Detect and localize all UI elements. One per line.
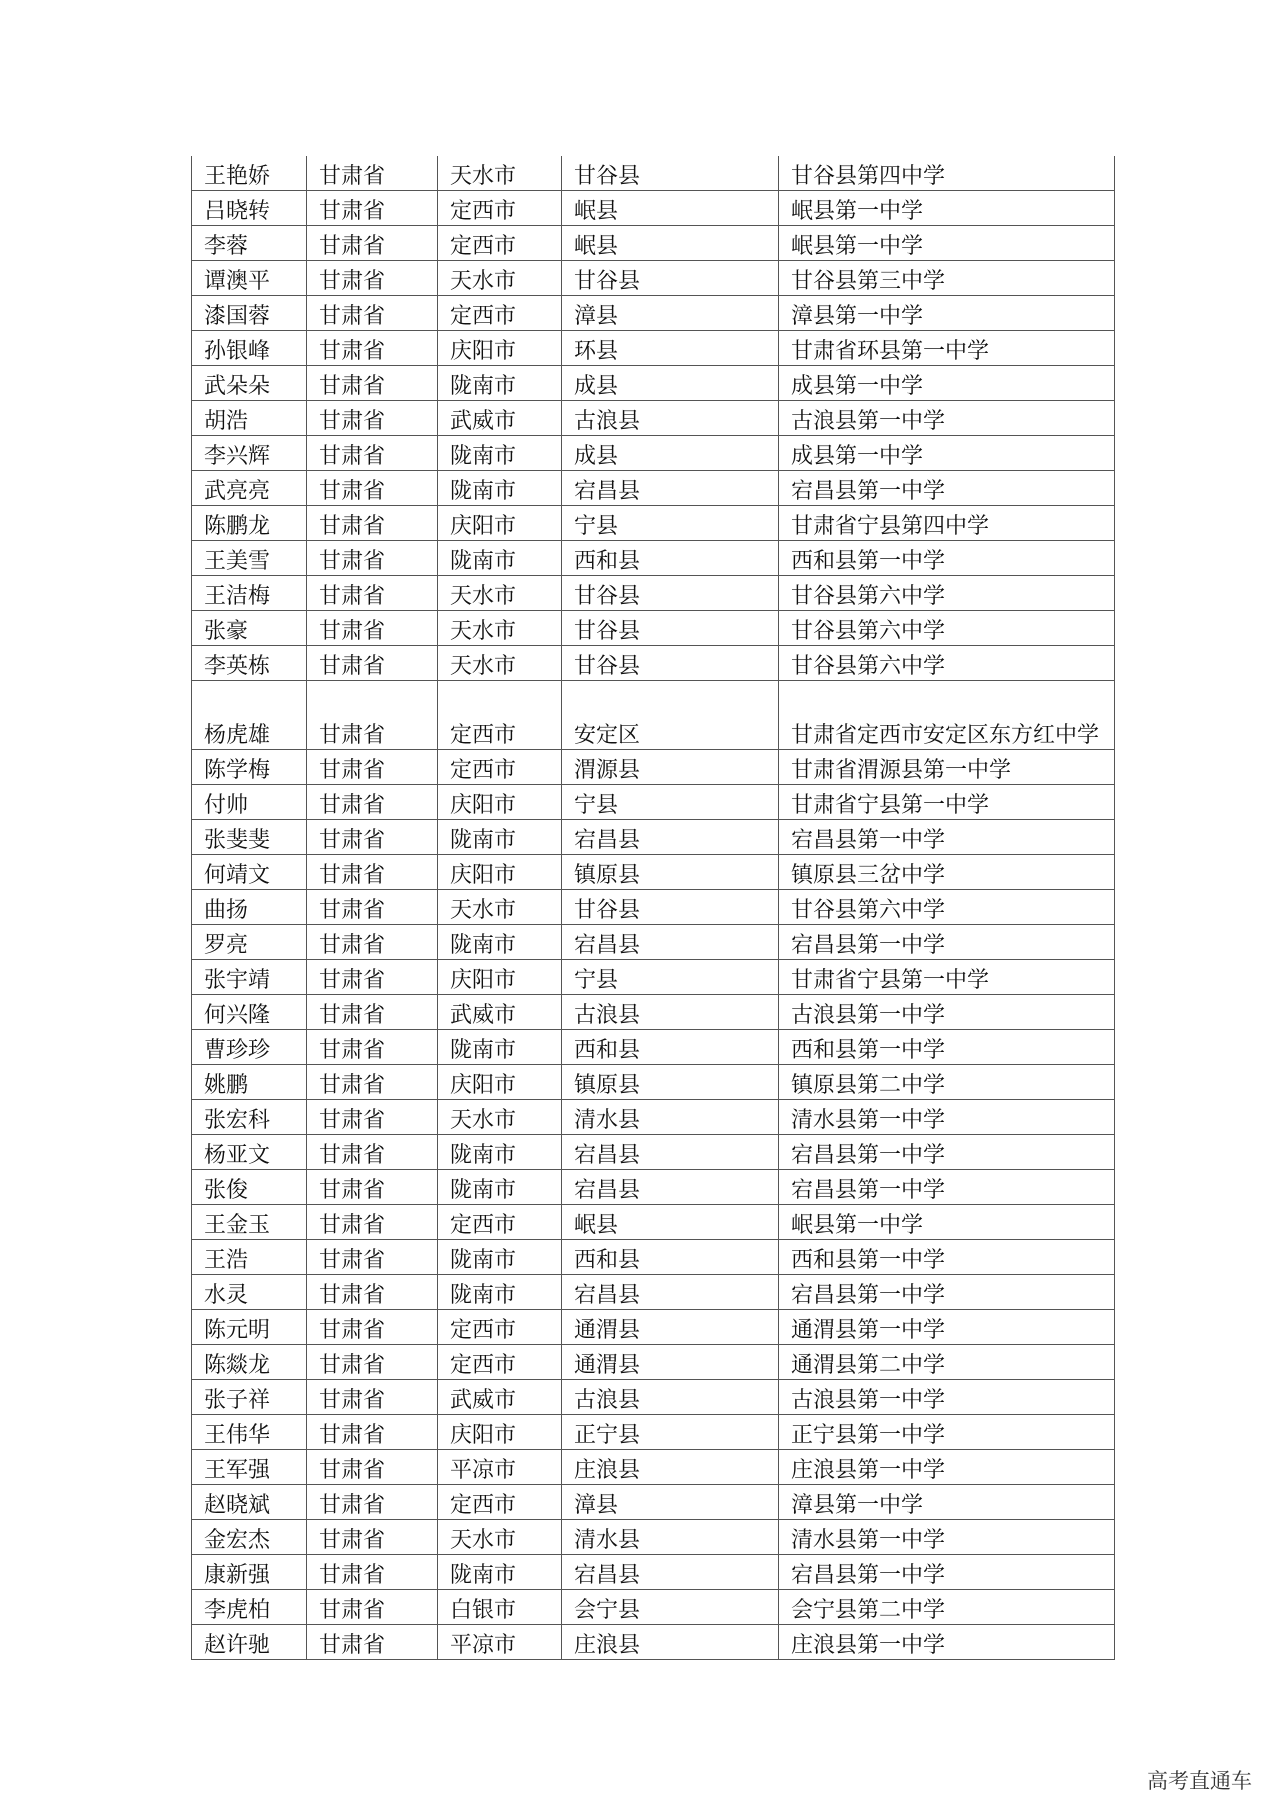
cell-city: 陇南市 — [438, 541, 562, 576]
cell-province: 甘肃省 — [307, 1240, 438, 1275]
cell-province: 甘肃省 — [307, 1345, 438, 1380]
cell-province: 甘肃省 — [307, 1030, 438, 1065]
table-row — [192, 855, 1115, 890]
cell-name: 金宏杰 — [192, 1520, 307, 1555]
cell-name: 吕晓转 — [192, 191, 307, 226]
cell-school: 甘谷县第六中学 — [779, 890, 1115, 925]
table-row — [192, 1065, 1115, 1100]
table-row — [192, 960, 1115, 995]
cell-city: 白银市 — [438, 1590, 562, 1625]
cell-school: 宕昌县第一中学 — [779, 1135, 1115, 1170]
cell-name: 张斐斐 — [192, 820, 307, 855]
cell-name: 张子祥 — [192, 1380, 307, 1415]
cell-city: 陇南市 — [438, 436, 562, 471]
cell-county: 西和县 — [562, 541, 779, 576]
cell-county: 镇原县 — [562, 855, 779, 890]
cell-school: 正宁县第一中学 — [779, 1415, 1115, 1450]
table-row — [192, 1240, 1115, 1275]
cell-province: 甘肃省 — [307, 366, 438, 401]
cell-name: 曹珍珍 — [192, 1030, 307, 1065]
cell-county: 安定区 — [562, 681, 779, 750]
cell-name: 王浩 — [192, 1240, 307, 1275]
cell-province: 甘肃省 — [307, 331, 438, 366]
cell-city: 武威市 — [438, 995, 562, 1030]
cell-name: 漆国蓉 — [192, 296, 307, 331]
cell-county: 宕昌县 — [562, 1135, 779, 1170]
cell-city: 天水市 — [438, 261, 562, 296]
table-row — [192, 611, 1115, 646]
cell-city: 陇南市 — [438, 925, 562, 960]
table-row — [192, 1625, 1115, 1660]
cell-province: 甘肃省 — [307, 646, 438, 681]
cell-name: 武朵朵 — [192, 366, 307, 401]
cell-school: 通渭县第二中学 — [779, 1345, 1115, 1380]
cell-county: 宕昌县 — [562, 1170, 779, 1205]
cell-county: 庄浪县 — [562, 1625, 779, 1660]
cell-city: 陇南市 — [438, 366, 562, 401]
cell-name: 李兴辉 — [192, 436, 307, 471]
cell-province: 甘肃省 — [307, 611, 438, 646]
roster-body — [192, 156, 1115, 1660]
cell-city: 庆阳市 — [438, 785, 562, 820]
cell-city: 陇南市 — [438, 1240, 562, 1275]
cell-province: 甘肃省 — [307, 890, 438, 925]
cell-school: 甘肃省宁县第四中学 — [779, 506, 1115, 541]
cell-city: 陇南市 — [438, 1135, 562, 1170]
cell-name: 李虎柏 — [192, 1590, 307, 1625]
table-row — [192, 506, 1115, 541]
cell-province: 甘肃省 — [307, 750, 438, 785]
cell-school: 甘谷县第四中学 — [779, 156, 1115, 191]
table-row — [192, 750, 1115, 785]
table-row — [192, 191, 1115, 226]
cell-school: 宕昌县第一中学 — [779, 925, 1115, 960]
cell-county: 岷县 — [562, 191, 779, 226]
cell-city: 陇南市 — [438, 1555, 562, 1590]
cell-county: 正宁县 — [562, 1415, 779, 1450]
cell-county: 庄浪县 — [562, 1450, 779, 1485]
table-row — [192, 261, 1115, 296]
cell-city: 天水市 — [438, 1100, 562, 1135]
cell-city: 定西市 — [438, 1310, 562, 1345]
cell-city: 庆阳市 — [438, 960, 562, 995]
cell-city: 陇南市 — [438, 1275, 562, 1310]
table-row — [192, 401, 1115, 436]
roster-table — [191, 156, 1115, 1660]
cell-school: 通渭县第一中学 — [779, 1310, 1115, 1345]
cell-province: 甘肃省 — [307, 296, 438, 331]
cell-name: 何兴隆 — [192, 995, 307, 1030]
cell-school: 宕昌县第一中学 — [779, 1275, 1115, 1310]
cell-name: 孙银峰 — [192, 331, 307, 366]
cell-city: 定西市 — [438, 296, 562, 331]
cell-province: 甘肃省 — [307, 1205, 438, 1240]
cell-school: 宕昌县第一中学 — [779, 471, 1115, 506]
cell-province: 甘肃省 — [307, 1415, 438, 1450]
cell-province: 甘肃省 — [307, 261, 438, 296]
cell-name: 王伟华 — [192, 1415, 307, 1450]
cell-school: 甘肃省定西市安定区东方红中学 — [779, 681, 1115, 750]
cell-name: 康新强 — [192, 1555, 307, 1590]
cell-county: 清水县 — [562, 1100, 779, 1135]
cell-school: 庄浪县第一中学 — [779, 1625, 1115, 1660]
cell-province: 甘肃省 — [307, 1625, 438, 1660]
cell-province: 甘肃省 — [307, 471, 438, 506]
cell-name: 王洁梅 — [192, 576, 307, 611]
cell-school: 清水县第一中学 — [779, 1100, 1115, 1135]
cell-county: 成县 — [562, 366, 779, 401]
cell-province: 甘肃省 — [307, 576, 438, 611]
cell-name: 陈鹏龙 — [192, 506, 307, 541]
cell-county: 甘谷县 — [562, 576, 779, 611]
cell-school: 古浪县第一中学 — [779, 1380, 1115, 1415]
cell-name: 曲扬 — [192, 890, 307, 925]
table-row — [192, 1450, 1115, 1485]
cell-county: 古浪县 — [562, 995, 779, 1030]
cell-city: 天水市 — [438, 576, 562, 611]
table-row — [192, 1275, 1115, 1310]
cell-county: 西和县 — [562, 1240, 779, 1275]
cell-name: 李英栋 — [192, 646, 307, 681]
cell-school: 西和县第一中学 — [779, 1030, 1115, 1065]
table-row — [192, 890, 1115, 925]
table-row — [192, 681, 1115, 750]
table-row — [192, 296, 1115, 331]
cell-city: 庆阳市 — [438, 331, 562, 366]
table-row — [192, 1310, 1115, 1345]
cell-province: 甘肃省 — [307, 436, 438, 471]
cell-county: 西和县 — [562, 1030, 779, 1065]
table-row — [192, 995, 1115, 1030]
cell-county: 甘谷县 — [562, 261, 779, 296]
cell-province: 甘肃省 — [307, 820, 438, 855]
cell-province: 甘肃省 — [307, 995, 438, 1030]
cell-province: 甘肃省 — [307, 681, 438, 750]
cell-name: 武亮亮 — [192, 471, 307, 506]
cell-province: 甘肃省 — [307, 1065, 438, 1100]
cell-county: 宕昌县 — [562, 925, 779, 960]
cell-city: 庆阳市 — [438, 855, 562, 890]
table-row — [192, 1345, 1115, 1380]
cell-county: 岷县 — [562, 1205, 779, 1240]
cell-name: 张宇靖 — [192, 960, 307, 995]
table-row — [192, 366, 1115, 401]
table-row — [192, 226, 1115, 261]
cell-city: 武威市 — [438, 401, 562, 436]
cell-name: 付帅 — [192, 785, 307, 820]
cell-name: 水灵 — [192, 1275, 307, 1310]
cell-school: 宕昌县第一中学 — [779, 1170, 1115, 1205]
cell-school: 西和县第一中学 — [779, 541, 1115, 576]
cell-county: 会宁县 — [562, 1590, 779, 1625]
table-row — [192, 156, 1115, 191]
table-row — [192, 1520, 1115, 1555]
cell-name: 张豪 — [192, 611, 307, 646]
cell-county: 甘谷县 — [562, 611, 779, 646]
cell-city: 庆阳市 — [438, 1065, 562, 1100]
table-row — [192, 1380, 1115, 1415]
cell-name: 王军强 — [192, 1450, 307, 1485]
cell-city: 天水市 — [438, 890, 562, 925]
cell-city: 陇南市 — [438, 820, 562, 855]
cell-school: 甘肃省宁县第一中学 — [779, 960, 1115, 995]
cell-name: 罗亮 — [192, 925, 307, 960]
cell-city: 天水市 — [438, 1520, 562, 1555]
cell-city: 天水市 — [438, 156, 562, 191]
cell-school: 甘谷县第六中学 — [779, 611, 1115, 646]
table-row — [192, 646, 1115, 681]
cell-province: 甘肃省 — [307, 156, 438, 191]
cell-city: 陇南市 — [438, 1030, 562, 1065]
cell-county: 岷县 — [562, 226, 779, 261]
cell-city: 定西市 — [438, 1205, 562, 1240]
cell-name: 杨虎雄 — [192, 681, 307, 750]
watermark-text: 高考直通车 — [1147, 1769, 1252, 1793]
cell-school: 庄浪县第一中学 — [779, 1450, 1115, 1485]
cell-county: 甘谷县 — [562, 646, 779, 681]
cell-province: 甘肃省 — [307, 1135, 438, 1170]
cell-province: 甘肃省 — [307, 1485, 438, 1520]
cell-province: 甘肃省 — [307, 925, 438, 960]
cell-city: 天水市 — [438, 646, 562, 681]
cell-school: 漳县第一中学 — [779, 296, 1115, 331]
cell-school: 甘肃省环县第一中学 — [779, 331, 1115, 366]
cell-county: 宁县 — [562, 506, 779, 541]
cell-province: 甘肃省 — [307, 1520, 438, 1555]
cell-province: 甘肃省 — [307, 1310, 438, 1345]
table-row — [192, 1030, 1115, 1065]
cell-county: 宕昌县 — [562, 471, 779, 506]
cell-school: 古浪县第一中学 — [779, 995, 1115, 1030]
cell-school: 岷县第一中学 — [779, 1205, 1115, 1240]
cell-name: 赵晓斌 — [192, 1485, 307, 1520]
cell-name: 何靖文 — [192, 855, 307, 890]
cell-province: 甘肃省 — [307, 1590, 438, 1625]
table-row — [192, 785, 1115, 820]
cell-school: 甘谷县第三中学 — [779, 261, 1115, 296]
cell-city: 陇南市 — [438, 471, 562, 506]
cell-city: 庆阳市 — [438, 506, 562, 541]
cell-city: 定西市 — [438, 191, 562, 226]
cell-school: 镇原县第二中学 — [779, 1065, 1115, 1100]
cell-county: 镇原县 — [562, 1065, 779, 1100]
cell-province: 甘肃省 — [307, 785, 438, 820]
cell-city: 平凉市 — [438, 1625, 562, 1660]
cell-school: 岷县第一中学 — [779, 191, 1115, 226]
cell-province: 甘肃省 — [307, 960, 438, 995]
cell-province: 甘肃省 — [307, 226, 438, 261]
cell-province: 甘肃省 — [307, 401, 438, 436]
cell-county: 清水县 — [562, 1520, 779, 1555]
cell-name: 王金玉 — [192, 1205, 307, 1240]
cell-school: 西和县第一中学 — [779, 1240, 1115, 1275]
table-row — [192, 436, 1115, 471]
cell-school: 甘肃省渭源县第一中学 — [779, 750, 1115, 785]
table-row — [192, 1205, 1115, 1240]
cell-school: 甘肃省宁县第一中学 — [779, 785, 1115, 820]
cell-province: 甘肃省 — [307, 1555, 438, 1590]
cell-name: 李蓉 — [192, 226, 307, 261]
table-row — [192, 576, 1115, 611]
cell-school: 岷县第一中学 — [779, 226, 1115, 261]
cell-school: 成县第一中学 — [779, 436, 1115, 471]
cell-school: 宕昌县第一中学 — [779, 820, 1115, 855]
cell-name: 陈元明 — [192, 1310, 307, 1345]
cell-county: 通渭县 — [562, 1310, 779, 1345]
cell-city: 定西市 — [438, 750, 562, 785]
cell-city: 定西市 — [438, 1485, 562, 1520]
cell-name: 张宏科 — [192, 1100, 307, 1135]
cell-name: 陈学梅 — [192, 750, 307, 785]
cell-province: 甘肃省 — [307, 1380, 438, 1415]
cell-city: 武威市 — [438, 1380, 562, 1415]
cell-county: 漳县 — [562, 1485, 779, 1520]
cell-province: 甘肃省 — [307, 855, 438, 890]
table-row — [192, 1415, 1115, 1450]
cell-county: 宁县 — [562, 960, 779, 995]
cell-name: 姚鹏 — [192, 1065, 307, 1100]
cell-county: 宕昌县 — [562, 1555, 779, 1590]
cell-city: 定西市 — [438, 681, 562, 750]
cell-name: 谭澳平 — [192, 261, 307, 296]
cell-city: 定西市 — [438, 1345, 562, 1380]
cell-name: 王美雪 — [192, 541, 307, 576]
table-row — [192, 1100, 1115, 1135]
cell-school: 甘谷县第六中学 — [779, 646, 1115, 681]
table-row — [192, 925, 1115, 960]
cell-county: 漳县 — [562, 296, 779, 331]
table-row — [192, 1170, 1115, 1205]
cell-school: 甘谷县第六中学 — [779, 576, 1115, 611]
table-row — [192, 1485, 1115, 1520]
cell-city: 平凉市 — [438, 1450, 562, 1485]
cell-province: 甘肃省 — [307, 1170, 438, 1205]
table-row — [192, 541, 1115, 576]
table-row — [192, 471, 1115, 506]
cell-city: 天水市 — [438, 611, 562, 646]
cell-county: 成县 — [562, 436, 779, 471]
cell-city: 庆阳市 — [438, 1415, 562, 1450]
table-row — [192, 1555, 1115, 1590]
cell-school: 古浪县第一中学 — [779, 401, 1115, 436]
cell-county: 宁县 — [562, 785, 779, 820]
cell-province: 甘肃省 — [307, 541, 438, 576]
cell-county: 渭源县 — [562, 750, 779, 785]
cell-school: 漳县第一中学 — [779, 1485, 1115, 1520]
cell-county: 宕昌县 — [562, 820, 779, 855]
table-row — [192, 1590, 1115, 1625]
cell-name: 赵许驰 — [192, 1625, 307, 1660]
cell-county: 古浪县 — [562, 1380, 779, 1415]
cell-county: 通渭县 — [562, 1345, 779, 1380]
cell-province: 甘肃省 — [307, 191, 438, 226]
cell-name: 陈燚龙 — [192, 1345, 307, 1380]
cell-school: 清水县第一中学 — [779, 1520, 1115, 1555]
cell-name: 胡浩 — [192, 401, 307, 436]
cell-county: 古浪县 — [562, 401, 779, 436]
cell-city: 定西市 — [438, 226, 562, 261]
cell-county: 宕昌县 — [562, 1275, 779, 1310]
cell-school: 成县第一中学 — [779, 366, 1115, 401]
cell-school: 会宁县第二中学 — [779, 1590, 1115, 1625]
table-row — [192, 820, 1115, 855]
table-row — [192, 331, 1115, 366]
cell-school: 镇原县三岔中学 — [779, 855, 1115, 890]
cell-county: 甘谷县 — [562, 156, 779, 191]
cell-city: 陇南市 — [438, 1170, 562, 1205]
cell-name: 王艳娇 — [192, 156, 307, 191]
cell-name: 张俊 — [192, 1170, 307, 1205]
cell-province: 甘肃省 — [307, 1450, 438, 1485]
cell-county: 环县 — [562, 331, 779, 366]
cell-province: 甘肃省 — [307, 1100, 438, 1135]
table-row — [192, 1135, 1115, 1170]
cell-county: 甘谷县 — [562, 890, 779, 925]
cell-province: 甘肃省 — [307, 506, 438, 541]
cell-name: 杨亚文 — [192, 1135, 307, 1170]
cell-school: 宕昌县第一中学 — [779, 1555, 1115, 1590]
cell-province: 甘肃省 — [307, 1275, 438, 1310]
